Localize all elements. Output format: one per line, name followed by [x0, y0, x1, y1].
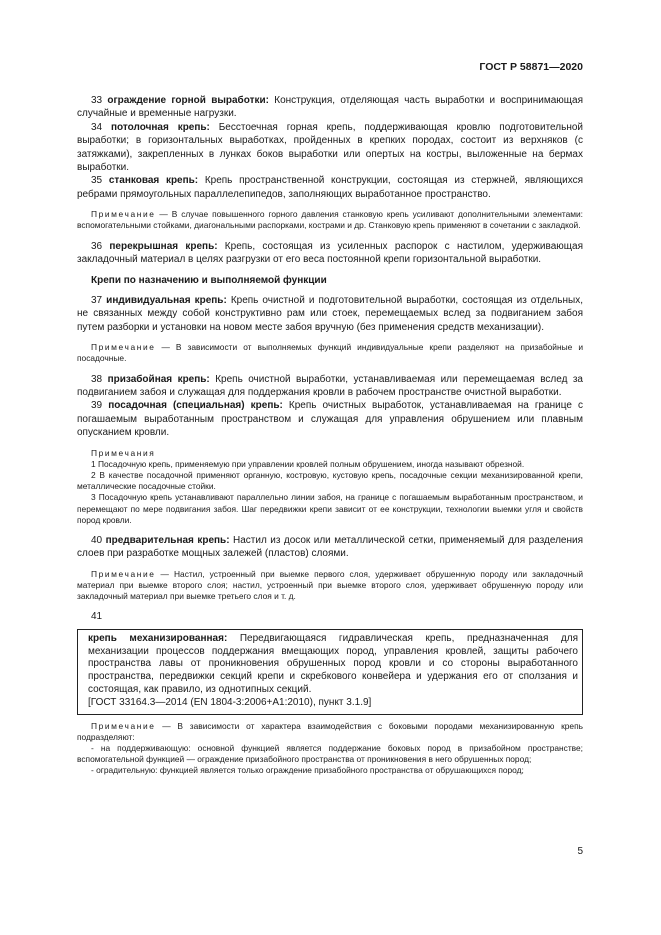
note-37: Примечание — В зависимости от выполняемых функций индивидуальные крепи разделяют на призабойные и посадочные.	[77, 342, 583, 364]
term-41: крепь механизированная: Передвигающаяся гидравлическая крепь, предназначенная для механизации процессов поддержания вмещающих пород, управления кровлей, защиты рабочего пространства лавы от проникновения обрушенных пород кровли и со стороны выработанного пространства, передвижки секций крепи и скребкового конвейера и удержания его от сползания и состоящая, как правило, из однотипных секций.	[88, 632, 579, 695]
note-41-item: - на поддерживающую: основной функцией является поддержание боковых пород в призабойном пространстве; вспомогательной функцией — ограждение призабойного пространства от проникновения в него обрушенных пород;	[77, 742, 583, 765]
term-33: 33 ограждение горной выработки: Конструкция, отделяющая часть выработки и воспринимающая случайные и временные нагрузки.	[77, 95, 583, 120]
term-38: 38 призабойная крепь: Крепь очистной выработки, устанавливаемая или перемещаемая вслед за подвиганием забоя и служащая для поддержания кровли в рабочем пространстве очистной выработки.	[77, 373, 583, 398]
note-35: Примечание — В случае повышенного горного давления станковую крепь усиливают дополнительными элементами: вспомогательными стойками, диагональными распорками, кострами и др. Станковую крепь применяют в сочетании с закладкой.	[77, 209, 583, 231]
term-34: 34 потолочная крепь: Бесстоечная горная крепь, поддерживающая кровлю подготовительной выработки; в горизонтальных выработках, пройденных в крепких породах, состоит из верхняков (с затяжками), закрепленных в лунках боков выработки или опертых на костры, выложенные на бермах выработки.	[77, 121, 583, 174]
term-41-reference: [ГОСТ 33164.3—2014 (EN 1804-3:2006+A1:2010), пункт 3.1.9]	[88, 696, 372, 708]
section-heading: Крепи по назначению и выполняемой функции	[91, 275, 327, 287]
term-40: 40 предварительная крепь: Настил из досок или металлической сетки, применяемый для разделения слоев при разработке мощных залежей (пластов) слоями.	[77, 534, 583, 560]
term-41-box	[77, 629, 583, 715]
note-39-item: 3 Посадочную крепь устанавливают параллельно линии забоя, на границе с погашаемым выработанным пространством, и перемещают по мере подвигания забоя. Шаг передвижки крепи зависит от ее конструкции, технологии выемки угля и свойств пород кровли.	[77, 492, 583, 525]
term-36: 36 перекрышная крепь: Крепь, состоящая из усиленных распорок с настилом, удерживающая закладочный материал в целях разгрузки от его веса постоянной крепи горизонтальной выработки.	[77, 240, 583, 266]
term-35: 35 станковая крепь: Крепь пространственной конструкции, состоящая из стержней, являющихся ребрами прямоугольных параллелепипедов, заполняющих выработанное пространство.	[77, 175, 583, 200]
page-number: 5	[577, 846, 583, 857]
term-39: 39 посадочная (специальная) крепь: Крепь очистных выработок, устанавливаемая на границе с погашаемым выработанным пространством и служащая для управления обрушением или плавным опусканием кровли.	[77, 400, 584, 439]
term-41-number: 41	[91, 611, 103, 623]
notes-39-label: Примечания	[91, 447, 156, 458]
document-body	[77, 94, 583, 777]
note-40: Примечание — Настил, устроенный при выемке первого слоя, удерживает обрушенную породу или закладочный материал при выемке второго слоя; настил, устроенный при выемке второго слоя, удерживает обрушенную породу или закладочный материал при выемке третьего слоя и т. д.	[77, 568, 583, 602]
note-41-item: - оградительную: функцией является только ограждение призабойного пространства от обрушающихся пород;	[91, 765, 524, 776]
term-37: 37 индивидуальная крепь: Крепь очистной и подготовительной выработки, состоящая из отдельных, не связанных между собой конструктивно рам или стоек, перемещаемых вслед за подвиганием забоя путем разборки и установки на новом месте забоя вручную (без применения средств механизации).	[77, 294, 583, 333]
note-39-item: 1 Посадочную крепь, применяемую при управлении кровлей полным обрушением, иногда называют обрезной.	[91, 458, 525, 469]
note-39-item: 2 В качестве посадочной применяют органную, костровую, кустовую крепь, посадочные секции механизированной крепи, металлические посадочные стойки.	[77, 469, 583, 492]
note-41: Примечание — В зависимости от характера взаимодействия с боковыми породами механизированную крепь подразделяют:	[77, 720, 583, 742]
document-code: ГОСТ Р 58871—2020	[479, 61, 583, 73]
